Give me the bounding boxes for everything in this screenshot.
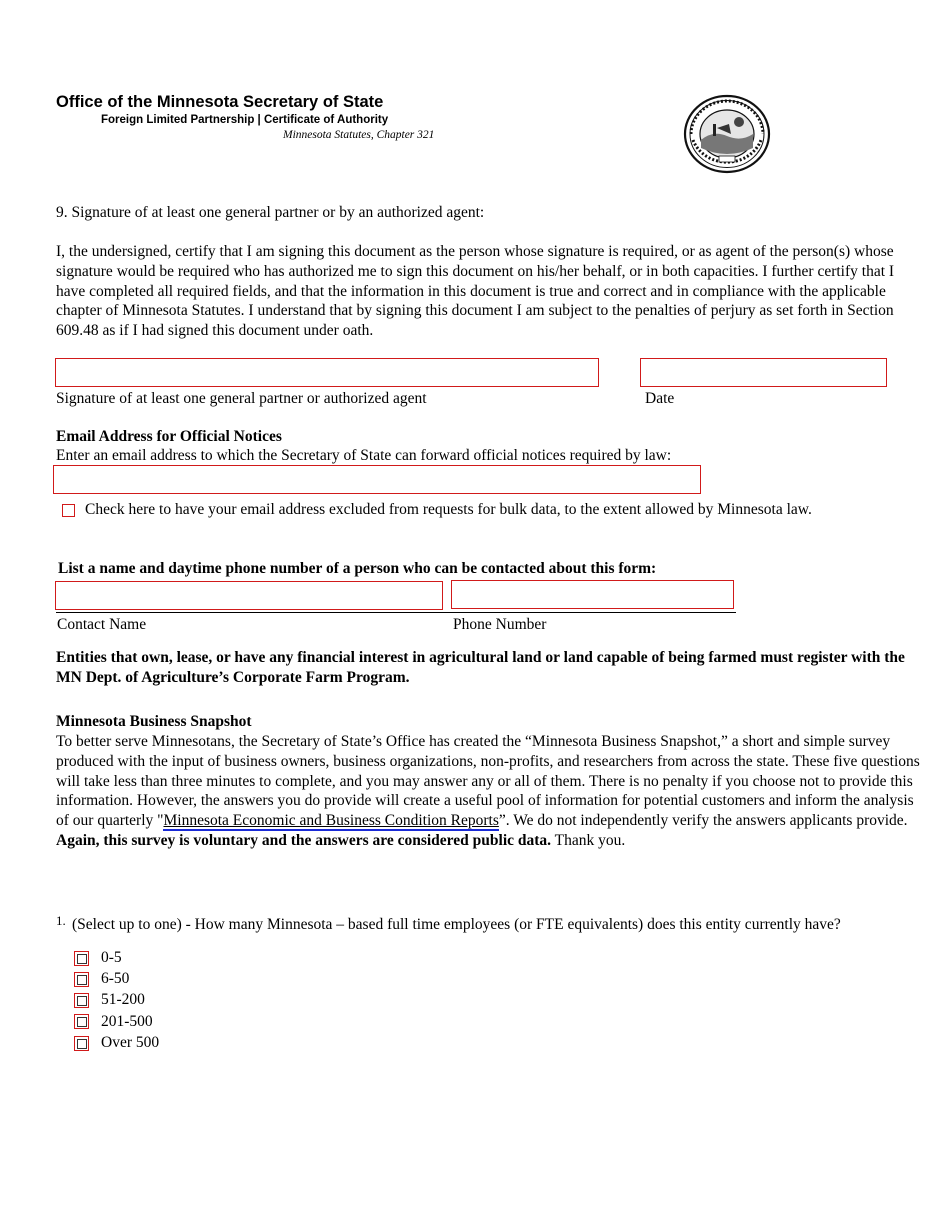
employee-option-51-200-checkbox[interactable] bbox=[74, 993, 89, 1008]
email-input[interactable] bbox=[54, 466, 700, 493]
signature-input[interactable] bbox=[56, 359, 598, 386]
question-1-text: (Select up to one) - How many Minnesota – based full time employees (or FTE equivalents) does this entity currently have? bbox=[72, 916, 841, 933]
email-field[interactable] bbox=[53, 465, 701, 494]
snapshot-text-end: Thank you. bbox=[551, 831, 626, 849]
contact-underline bbox=[56, 612, 736, 613]
state-seal-icon bbox=[683, 94, 771, 174]
employee-option-label: 0-5 bbox=[101, 949, 122, 966]
certification-text: I, the undersigned, certify that I am signing this document as the person whose signature is required, or as agent of the person(s) whose signature would be required who has authorized me to sign this document on his/her behalf, or in both capacities. I further certify that I have completed all required fields, and that the information in this document is true and correct and in compliance with the applicable chapter of Minnesota Statutes. I understand that by signing this document I am subject to the penalties of perjury as set forth in Section 609.48 as if I had signed this document under oath. bbox=[56, 243, 895, 340]
phone-number-label: Phone Number bbox=[453, 616, 547, 633]
employee-option-201-500-checkbox[interactable] bbox=[74, 1014, 89, 1029]
signature-label: Signature of at least one general partner or authorized agent bbox=[56, 390, 427, 407]
contact-name-field[interactable] bbox=[55, 581, 443, 610]
snapshot-text-part2: ”. We do not independently verify the answers applicants provide. bbox=[498, 812, 908, 830]
signature-heading: 9. Signature of at least one general partner or by an authorized agent: bbox=[56, 204, 485, 221]
employee-option-label: 6-50 bbox=[101, 970, 130, 987]
economic-report-link[interactable]: Minnesota Economic and Business Condition Reports bbox=[163, 812, 499, 830]
contact-heading: List a name and daytime phone number of a person who can be contacted about this form: bbox=[58, 560, 657, 577]
employee-option-over-500-checkbox[interactable] bbox=[74, 1036, 89, 1051]
contact-name-input[interactable] bbox=[56, 582, 442, 609]
employee-option-0-5-checkbox[interactable] bbox=[74, 951, 89, 966]
office-title: Office of the Minnesota Secretary of State bbox=[56, 93, 384, 111]
question-1-number: 1. bbox=[56, 913, 66, 928]
email-description: Enter an email address to which the Secretary of State can forward official notices required by law: bbox=[56, 447, 672, 464]
contact-name-label: Contact Name bbox=[57, 616, 147, 633]
email-heading: Email Address for Official Notices bbox=[56, 428, 282, 445]
snapshot-heading: Minnesota Business Snapshot bbox=[56, 713, 252, 730]
snapshot-body bbox=[56, 732, 926, 851]
corporate-farm-notice: Entities that own, lease, or have any financial interest in agricultural land or land capable of being farmed must register with the MN Dept. of Agriculture’s Corporate Farm Program. bbox=[56, 649, 905, 686]
date-field[interactable] bbox=[640, 358, 887, 387]
employee-option-label: 201-500 bbox=[101, 1013, 153, 1030]
signature-field[interactable] bbox=[55, 358, 599, 387]
bulk-data-exclusion-label: Check here to have your email address excluded from requests for bulk data, to the extent allowed by Minnesota law. bbox=[85, 501, 812, 518]
phone-number-field[interactable] bbox=[451, 580, 734, 609]
snapshot-voluntary-notice: Again, this survey is voluntary and the answers are considered public data. bbox=[56, 831, 552, 849]
snapshot-text-part1: To better serve Minnesotans, the Secretary of State’s Office has created the “Minnesota Business Snapshot,” a short and simple survey produced with the input of business owners, business organizations, non-profits, and researchers from across the state. These five questions will take less than three minutes to complete, and you may answer any or all of them. There is no penalty if you choose not to provide this information. However, the answers you do provide will create a useful pool of information for potential customers and inform the analysis of our quarterly " bbox=[56, 733, 920, 830]
statute-reference: Minnesota Statutes, Chapter 321 bbox=[283, 129, 435, 141]
date-input[interactable] bbox=[641, 359, 886, 386]
employee-option-label: 51-200 bbox=[101, 991, 145, 1008]
phone-number-input[interactable] bbox=[452, 581, 733, 608]
form-type: Foreign Limited Partnership | Certificate of Authority bbox=[101, 114, 389, 126]
employee-option-6-50-checkbox[interactable] bbox=[74, 972, 89, 987]
bulk-data-exclusion-checkbox[interactable] bbox=[62, 504, 75, 517]
employee-option-label: Over 500 bbox=[101, 1034, 160, 1051]
date-label: Date bbox=[645, 390, 675, 407]
